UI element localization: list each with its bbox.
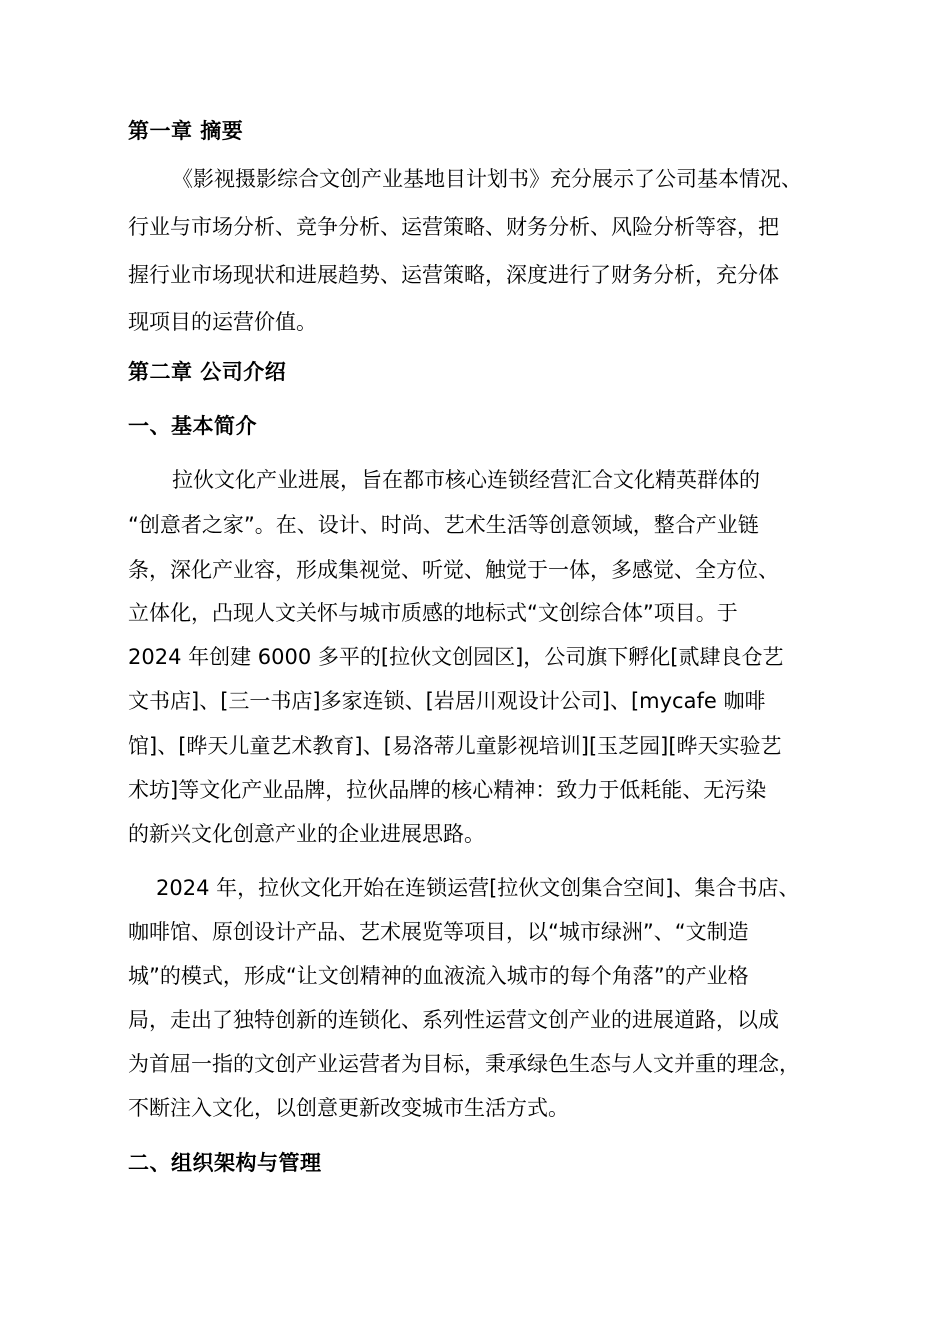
intro-line: 的新兴文化创意产业的企业进展思路。 (128, 822, 485, 846)
section-1-heading: 一、基本简介 (128, 414, 257, 438)
intro-line: 拉伙文化产业进展，旨在都市核心连锁经营汇合文化精英群体的 (172, 468, 760, 492)
history-line: 局，走出了独特创新的连锁化、系列性运营文创产业的进展道路，以成 (128, 1008, 779, 1032)
history-line: 为首屈一指的文创产业运营者为目标，秉承绿色生态与人文并重的理念， (128, 1052, 800, 1076)
intro-line: 立体化，凸现人文关怀与城市质感的地标式“文创综合体”项目。于 (128, 601, 738, 625)
intro-line: 条，深化产业容，形成集视觉、听觉、触觉于一体，多感觉、全方位、 (128, 558, 779, 582)
intro-line: “创意者之家”。在、设计、时尚、艺术生活等创意领域，整合产业链 (128, 513, 759, 537)
summary-line: 行业与市场分析、竞争分析、运营策略、财务分析、风险分析等容，把 (128, 215, 779, 239)
history-line: 城”的模式，形成“让文创精神的血液流入城市的每个角落”的产业格 (128, 964, 749, 988)
intro-line: 术坊]等文化产业品牌，拉伙品牌的核心精神：致力于低耗能、无污染 (128, 778, 767, 802)
section-2-heading: 二、组织架构与管理 (128, 1151, 322, 1175)
intro-line: 馆]、[晔天儿童艺术教育]、[易洛蒂儿童影视培训][玉芝园][晔天实验艺 (128, 734, 782, 758)
history-line: 不断注入文化，以创意更新改变城市生活方式。 (128, 1096, 569, 1120)
summary-line: 握行业市场现状和进展趋势、运营策略，深度进行了财务分析，充分体 (128, 263, 779, 287)
history-line: 咖啡馆、原创设计产品、艺术展览等项目，以“城市绿洲”、“文制造 (128, 920, 749, 944)
summary-line: 《影视摄影综合文创产业基地目计划书》充分展示了公司基本情况、 (172, 167, 802, 191)
chapter-2-heading: 第二章 公司介绍 (128, 360, 287, 384)
intro-line: 文书店]、[三一书店]多家连锁、[岩居川观设计公司]、[mycafe 咖啡 (128, 689, 766, 713)
history-line: 2024 年，拉伙文化开始在连锁运营[拉伙文创集合空间]、集合书店、 (156, 876, 800, 900)
intro-line: 2024 年创建 6000 多平的[拉伙文创园区]，公司旗下孵化[贰肆良仓艺 (128, 645, 784, 669)
summary-line: 现项目的运营价值。 (128, 310, 317, 334)
chapter-1-heading: 第一章 摘要 (128, 119, 244, 143)
